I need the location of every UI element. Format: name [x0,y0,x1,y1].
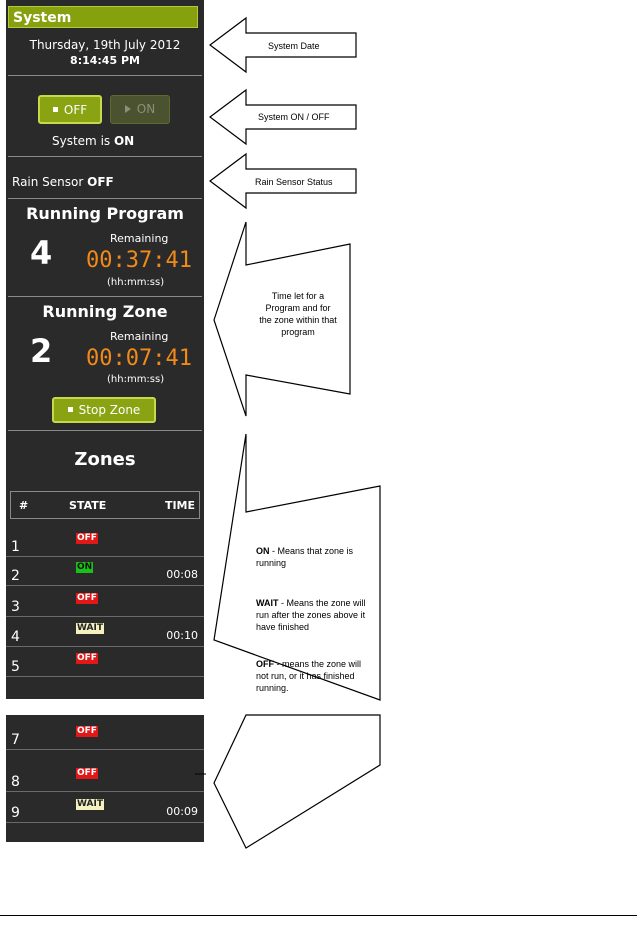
stop-zone-button[interactable]: Stop Zone [52,397,156,423]
callout-states-off: OFF - means the zone will not run, or it has finished running. [256,659,362,693]
running-zone-title: Running Zone [42,302,168,321]
zone-remaining-label: Remaining [110,330,169,343]
callout-onoff-text: System ON / OFF [258,112,330,122]
state-badge: WAIT [77,623,103,633]
state-badge: OFF [77,768,97,778]
system-status: System is ON [52,134,135,148]
callout-time-text: Time let for a Program and for the zone within that program [259,291,337,337]
zone-number: 4 [11,629,20,645]
system-on-button[interactable]: ON [110,95,170,124]
zone-number: 3 [11,599,20,615]
state-badge: ON [77,562,93,572]
zone-time: 00:09 [166,805,198,818]
state-badge: OFF [77,533,97,543]
system-header: System [8,6,198,28]
zone-time: 00:08 [166,568,198,581]
rain-sensor-status: Rain Sensor OFF [12,175,114,189]
callout-states-wait: WAIT - Means the zone will run after the zones above it have finished [256,598,366,632]
running-program-title: Running Program [26,204,184,223]
zones-title: Zones [74,449,136,470]
zone-number: 7 [11,732,20,748]
state-badge: OFF [77,653,97,663]
system-off-button[interactable]: OFF [38,95,102,124]
program-time-unit: (hh:mm:ss) [107,277,165,288]
program-remaining-time: 00:37:41 [86,248,192,273]
zone-number: 5 [11,659,20,675]
zone-remaining-time: 00:07:41 [86,346,192,371]
state-badge: OFF [77,593,97,603]
system-date: Thursday, 19th July 2012 [29,38,181,52]
col-time-header: TIME [164,499,195,512]
program-remaining-label: Remaining [110,232,169,245]
state-badge: WAIT [77,799,103,809]
running-zone-number: 2 [30,332,53,370]
system-time: 8:14:45 PM [70,54,140,67]
zone-number: 9 [11,805,20,821]
zone-number: 2 [11,568,20,584]
zone-number: 1 [11,539,20,555]
col-num-header: # [19,499,29,512]
running-program-number: 4 [30,234,53,272]
zone-time-unit: (hh:mm:ss) [107,374,165,385]
page-rule [0,915,637,916]
zone-time: 00:10 [166,629,198,642]
zone-number: 8 [11,774,20,790]
state-badge: OFF [77,726,97,736]
callout-rain-text: Rain Sensor Status [255,177,333,187]
callout-date-text: System Date [268,41,320,51]
callout-states-on: ON - Means that zone is running [256,546,354,568]
col-state-header: STATE [69,499,107,512]
callout-states-arrow-lower [214,715,380,848]
